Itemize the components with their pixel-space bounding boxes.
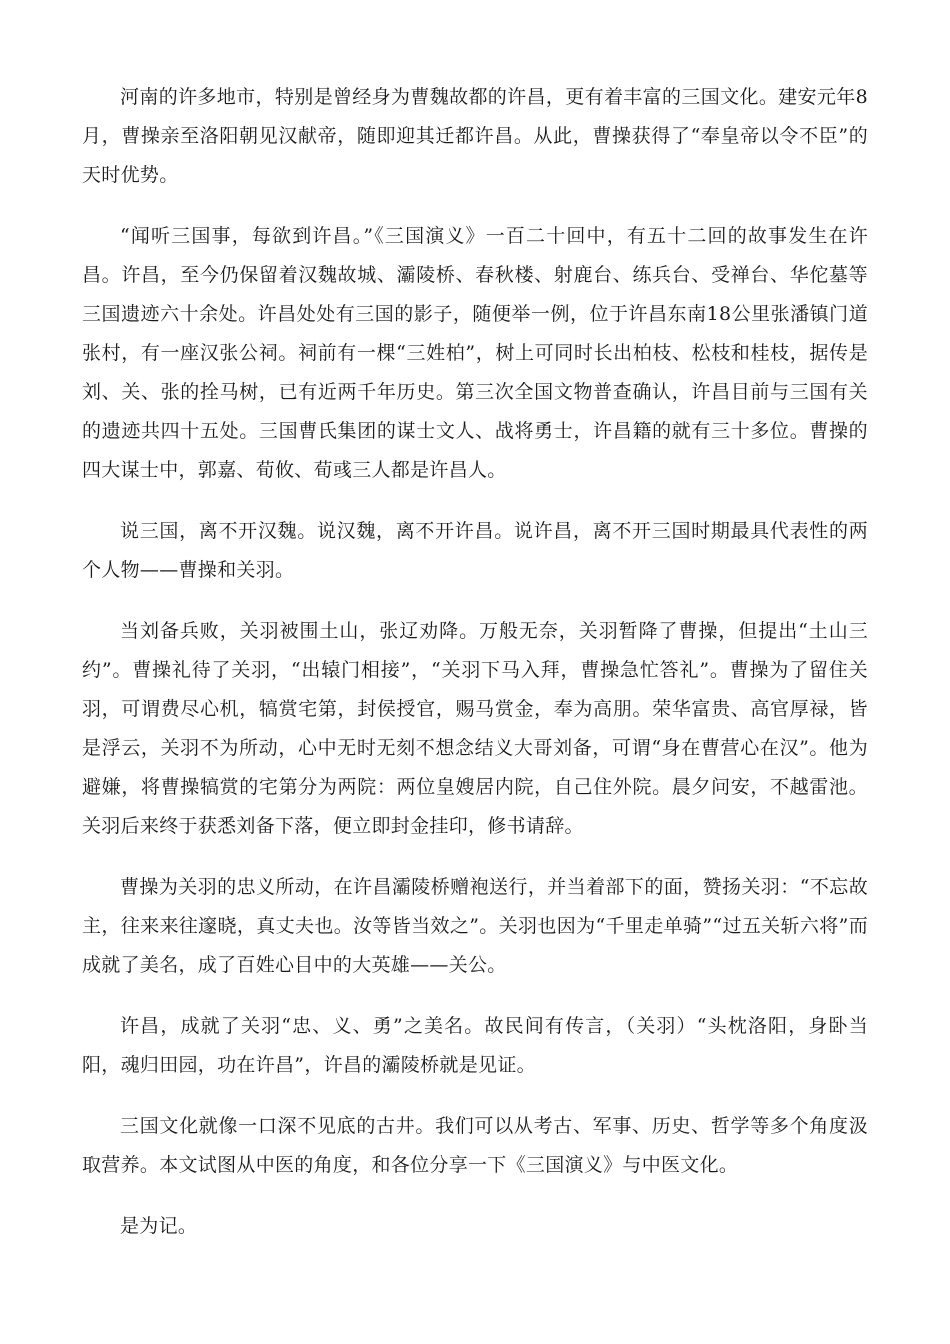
paragraph-3: 说三国，离不开汉魏。说汉魏，离不开许昌。说许昌，离不开三国时期最具代表性的两个人物——曹操和关羽。 bbox=[82, 520, 868, 581]
paragraph-2: “闻听三国事，每欲到许昌。”《三国演义》一百二十回中，有五十二回的故事发生在许昌。许昌，至今仍保留着汉魏故城、灞陵桥、春秋楼、射鹿台、练兵台、受禅台、华佗墓等三国遗迹六十余处。许昌处处有三国的影子，随便举一例，位于许昌东南18公里张潘镇门道张村，有一座汉张公祠。祠前有一棵“三姓柏”，树上可同时长出柏枝、松枝和桂枝，据传是刘、关、张的拴马树，已有近两千年历史。第三次全国文物普查确认，许昌目前与三国有关的遗迹共四十五处。三国曹氏集团的谋士文人、战将勇士，许昌籍的就有三十多位。曹操的四大谋士中，郭嘉、荀攸、荀彧三人都是许昌人。 bbox=[82, 225, 868, 481]
paragraph-6: 许昌，成就了关羽“忠、义、勇”之美名。故民间有传言，（关羽）“头枕洛阳，身卧当阳，魂归田园，功在许昌”，许昌的灞陵桥就是见证。 bbox=[82, 1015, 868, 1076]
paragraph-8: 是为记。 bbox=[120, 1215, 198, 1237]
paragraph-4: 当刘备兵败，关羽被围土山，张辽劝降。万般无奈，关羽暂降了曹操，但提出“土山三约”。曹操礼待了关羽，“出辕门相接”，“关羽下马入拜，曹操急忙答礼”。曹操为了留住关羽，可谓费尽心机，犒赏宅第，封侯授官，赐马赏金，奉为高朋。荣华富贵、高官厚禄，皆是浮云，关羽不为所动，心中无时无刻不想念结义大哥刘备，可谓“身在曹营心在汉”。他为避嫌，将曹操犒赏的宅第分为两院：两位皇嫂居内院，自己住外院。晨夕问安，不越雷池。关羽后来终于获悉刘备下落，便立即封金挂印，修书请辞。 bbox=[82, 620, 868, 837]
paragraph-1: 河南的许多地市，特别是曾经身为曹魏故都的许昌，更有着丰富的三国文化。建安元年8月，曹操亲至洛阳朝见汉献帝，随即迎其迁都许昌。从此，曹操获得了“奉皇帝以令不臣”的天时优势。 bbox=[82, 86, 868, 186]
paragraph-7: 三国文化就像一口深不见底的古井。我们可以从考古、军事、历史、哲学等多个角度汲取营养。本文试图从中医的角度，和各位分享一下《三国演义》与中医文化。 bbox=[82, 1115, 868, 1176]
paragraph-5: 曹操为关羽的忠义所动，在许昌灞陵桥赠袍送行，并当着部下的面，赞扬关羽：“不忘故主，往来来往邃晓，真丈夫也。汝等皆当效之”。关羽也因为“千里走单骑”“过五关斩六将”而成就了美名，成了百姓心目中的大英雄——关公。 bbox=[82, 876, 868, 976]
